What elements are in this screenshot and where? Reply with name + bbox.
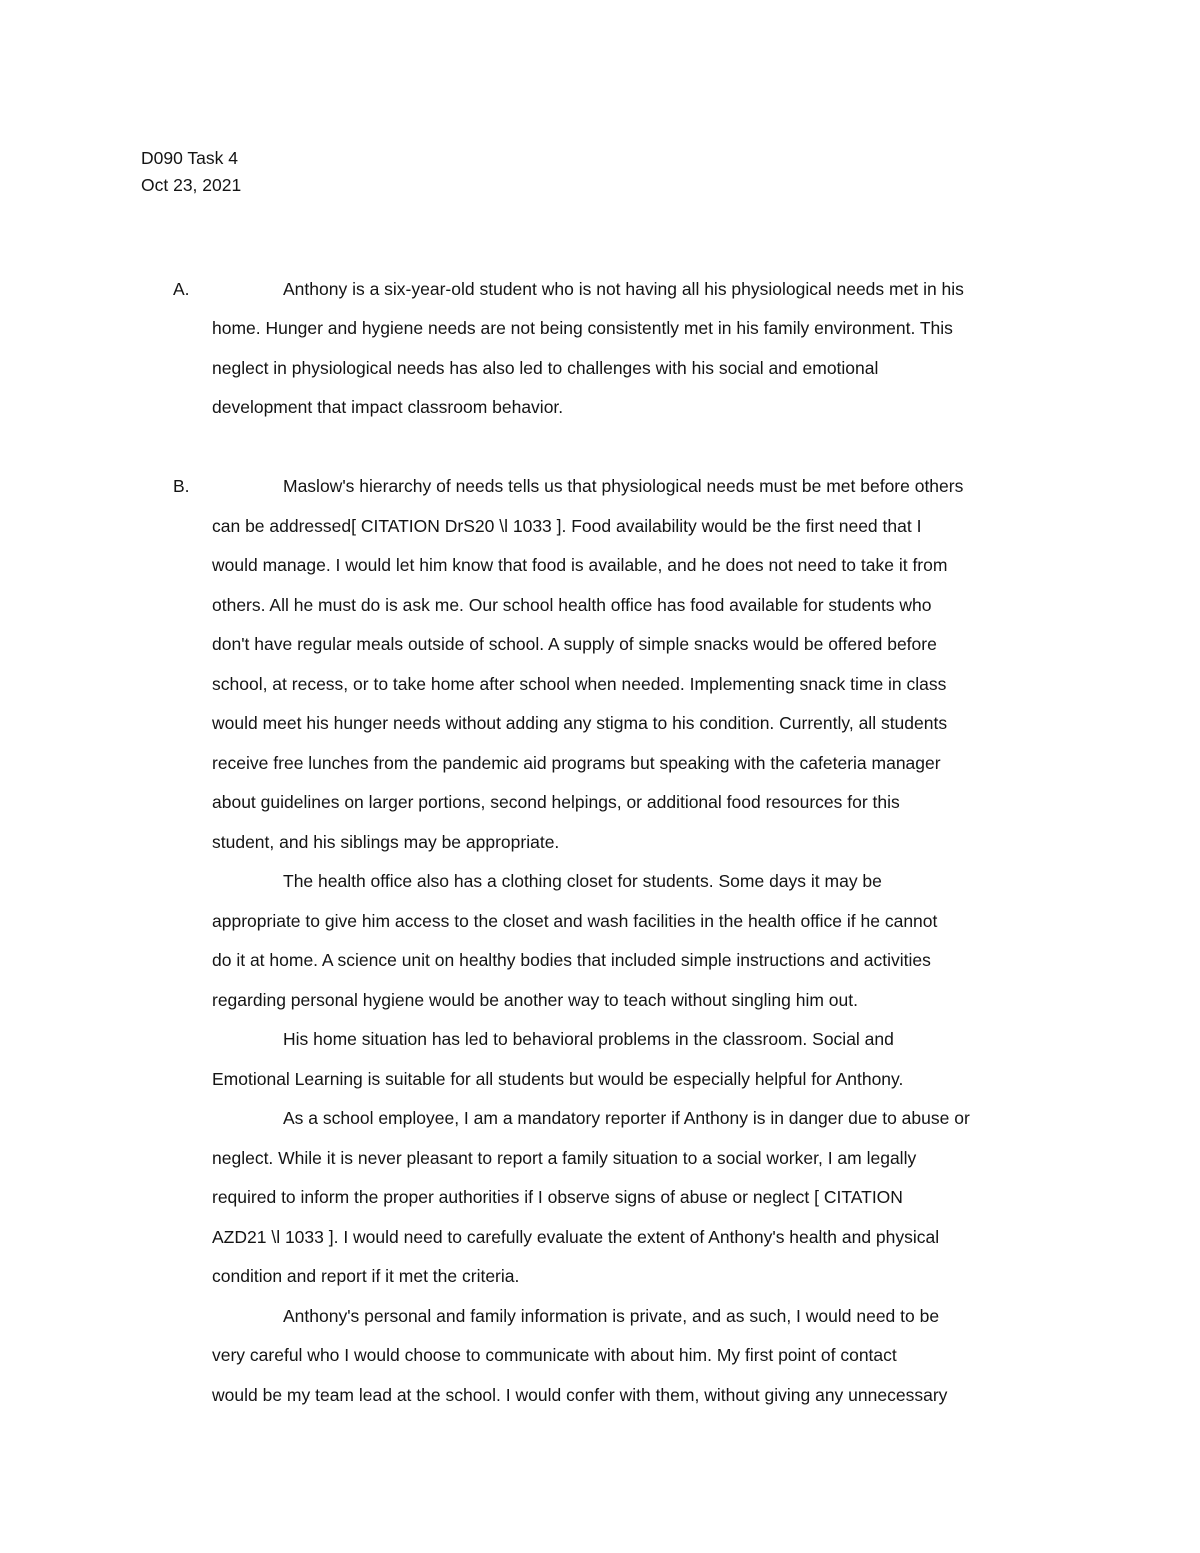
section-b-line: can be addressed[ CITATION DrS20 \l 1033 ]. Food availability would be the first need that I — [212, 516, 922, 536]
section-b-line: regarding personal hygiene would be another way to teach without singling him out. — [212, 990, 858, 1010]
section-a-line: home. Hunger and hygiene needs are not being consistently met in his family environment. This — [212, 318, 953, 338]
section-b-line: would meet his hunger needs without adding any stigma to his condition. Currently, all students — [212, 713, 948, 733]
section-b-line: others. All he must do is ask me. Our school health office has food available for students who — [212, 595, 932, 615]
section-b-line: appropriate to give him access to the closet and wash facilities in the health office if he cannot — [212, 911, 938, 931]
section-b-line: AZD21 \l 1033 ]. I would need to carefully evaluate the extent of Anthony's health and physical — [212, 1227, 940, 1247]
section-b-line: don't have regular meals outside of school. A supply of simple snacks would be offered before — [212, 634, 937, 654]
section-b-line: Anthony's personal and family information is private, and as such, I would need to be — [283, 1306, 940, 1326]
section-b-line: about guidelines on larger portions, second helpings, or additional food resources for this — [212, 792, 900, 812]
section-b-marker: B. — [173, 476, 190, 496]
section-b-line: neglect. While it is never pleasant to report a family situation to a social worker, I am legally — [212, 1148, 917, 1168]
section-a-marker: A. — [173, 279, 190, 299]
section-b-line: do it at home. A science unit on healthy bodies that included simple instructions and activities — [212, 950, 931, 970]
section-b-line: Emotional Learning is suitable for all students but would be especially helpful for Anthony. — [212, 1069, 904, 1089]
section-a-line: Anthony is a six-year-old student who is not having all his physiological needs met in his — [283, 279, 964, 299]
section-b-line: As a school employee, I am a mandatory reporter if Anthony is in danger due to abuse or — [283, 1108, 970, 1128]
section-a-line: development that impact classroom behavior. — [212, 397, 564, 417]
course-title: D090 Task 4 — [141, 148, 238, 168]
document-date: Oct 23, 2021 — [141, 175, 242, 195]
section-b-line: Maslow's hierarchy of needs tells us that physiological needs must be met before others — [283, 476, 964, 496]
section-b-line: required to inform the proper authorities if I observe signs of abuse or neglect [ CITATION — [212, 1187, 903, 1207]
section-b-line: His home situation has led to behavioral problems in the classroom. Social and — [283, 1029, 894, 1049]
section-b-line: condition and report if it met the criteria. — [212, 1266, 520, 1286]
section-b-line: would be my team lead at the school. I would confer with them, without giving any unnecessary — [212, 1385, 948, 1405]
section-b-line: student, and his siblings may be appropriate. — [212, 832, 560, 852]
section-b-line: receive free lunches from the pandemic aid programs but speaking with the cafeteria manager — [212, 753, 941, 773]
section-b-line: very careful who I would choose to communicate with about him. My first point of contact — [212, 1345, 897, 1365]
section-b-line: The health office also has a clothing closet for students. Some days it may be — [283, 871, 882, 891]
section-a-line: neglect in physiological needs has also led to challenges with his social and emotional — [212, 358, 879, 378]
section-b-line: would manage. I would let him know that food is available, and he does not need to take it from — [212, 555, 948, 575]
section-b-line: school, at recess, or to take home after school when needed. Implementing snack time in class — [212, 674, 947, 694]
